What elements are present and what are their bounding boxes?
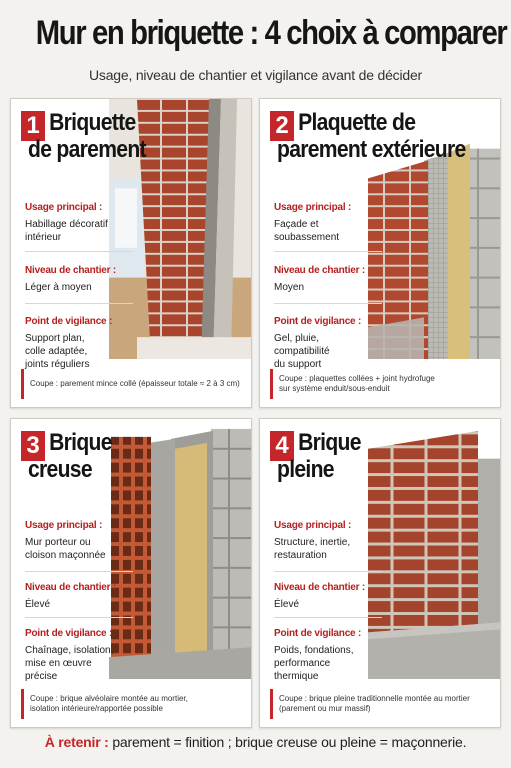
card-brique-pleine	[259, 418, 501, 728]
card-number-badge: 3	[21, 431, 45, 461]
divider	[25, 617, 133, 618]
card-brique-creuse	[10, 418, 252, 728]
page-subtitle: Usage, niveau de chantier et vigilance avant de décider	[89, 67, 422, 83]
coupe-caption: Coupe : brique pleine traditionnelle montée au mortier (parement ou mur massif)	[270, 689, 492, 719]
coupe-caption: Coupe : parement mince collé (épaisseur totale ≈ 2 à 3 cm)	[21, 369, 243, 399]
level-section: Niveau de chantier : Moyen	[274, 265, 366, 293]
coupe-caption: Coupe : plaquettes collées + joint hydrofuge sur système enduit/sous-enduit	[270, 369, 492, 399]
vigilance-section: Point de vigilance : Poids, fondations, performance thermique	[274, 628, 362, 682]
divider	[274, 251, 382, 252]
card-title: Plaquette de parement extérieure	[277, 109, 466, 163]
footer-key: À retenir :	[44, 734, 109, 750]
card-number-badge: 4	[270, 431, 294, 461]
card-number-badge: 2	[270, 111, 294, 141]
vigilance-section: Point de vigilance : Support plan, colle adaptée, joints réguliers	[25, 316, 113, 370]
usage-section: Usage principal : Mur porteur ou cloison maçonnée	[25, 520, 106, 561]
vigilance-section: Point de vigilance : Gel, pluie, compatibilité du support	[274, 316, 362, 370]
usage-section: Usage principal : Façade et soubassement	[274, 202, 352, 243]
level-section: Niveau de chantier : Élevé	[25, 582, 117, 610]
card-title: Brique creuse	[28, 429, 112, 483]
footer-text: parement = finition ; brique creuse ou pleine = maçonnerie.	[108, 734, 467, 750]
card-title: Briquette de parement	[28, 109, 146, 163]
divider	[274, 303, 382, 304]
card-briquette-parement	[10, 98, 252, 408]
divider	[25, 571, 133, 572]
page-title: Mur en briquette : 4 choix à comparer	[35, 14, 507, 52]
divider	[25, 251, 133, 252]
divider	[25, 303, 133, 304]
usage-section: Usage principal : Habillage décoratif intérieur	[25, 202, 108, 243]
divider	[274, 571, 382, 572]
card-number-badge: 1	[21, 111, 45, 141]
level-section: Niveau de chantier : Élevé	[274, 582, 366, 610]
brique-pleine-illustration	[358, 419, 500, 679]
card-plaquette-exterieure	[259, 98, 501, 408]
brique-creuse-illustration	[109, 419, 251, 679]
divider	[274, 617, 382, 618]
vigilance-section: Point de vigilance : Chaînage, isolation, mise en œuvre précise	[25, 628, 114, 682]
level-section: Niveau de chantier : Léger à moyen	[25, 265, 117, 293]
footer-takeaway	[0, 734, 511, 750]
card-title: Brique pleine	[277, 429, 361, 483]
usage-section: Usage principal : Structure, inertie, restauration	[274, 520, 352, 561]
coupe-caption: Coupe : brique alvéolaire montée au mortier, isolation intérieure/rapportée possible	[21, 689, 243, 719]
